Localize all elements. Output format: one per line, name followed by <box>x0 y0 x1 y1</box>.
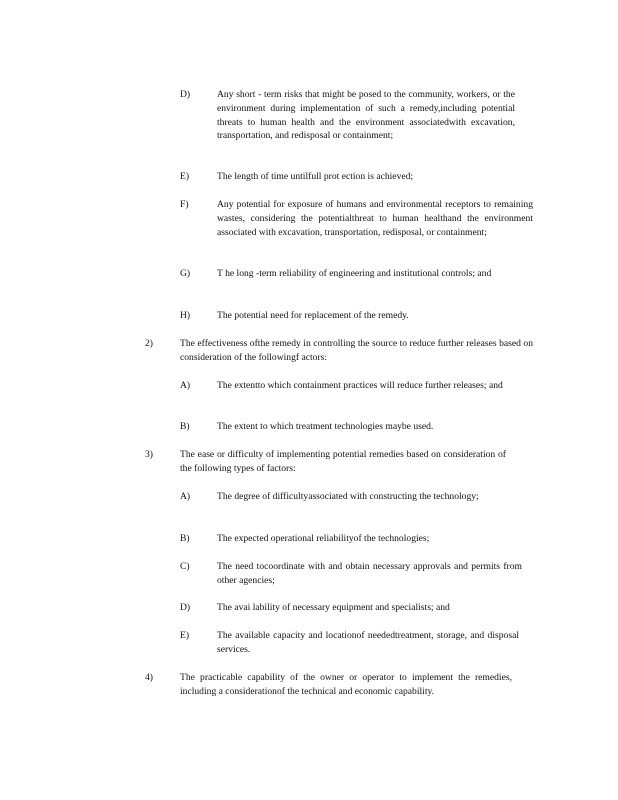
item-text: The length of time untilfull prot ection is achieved; <box>217 171 414 182</box>
item-text: The need tocoordinate with and obtain necessary approvals and permits from other agencies; <box>217 561 522 586</box>
item-text: The expected operational reliabilityof the technologies; <box>217 533 430 544</box>
item-label: H) <box>180 310 191 321</box>
item-text: The avai lability of necessary equipment and specialists; and <box>217 602 450 613</box>
item-text: Any potential for exposure of humans and environmental receptors to remaining wastes, considering the potentialthreat to human healthand the environment associated with excavation, transportation, redisposal, or containment; <box>217 199 533 238</box>
item-text: The ease or difficulty of implementing potential remedies based on consideration of the following types of factors: <box>180 449 506 474</box>
item-number: 4) <box>145 672 153 683</box>
item-label: D) <box>180 89 191 100</box>
item-text: The extent to which treatment technologies maybe used. <box>217 421 434 432</box>
item-label: B) <box>180 533 190 544</box>
item-label: E) <box>180 171 190 182</box>
item-text: The available capacity and locationof neededtreatment, storage, and disposal services. <box>217 630 519 655</box>
item-text: T he long -term reliability of engineering and institutional controls; and <box>217 268 492 279</box>
item-text: Any short - term risks that might be posed to the community, workers, or the environment during implementation of such a remedy,including potential threats to human health and the environment associatedwith excavation, transportation, and redisposal or containment; <box>217 89 515 142</box>
item-label: E) <box>180 630 190 641</box>
item-label: C) <box>180 561 190 572</box>
item-text: The practicable capability of the owner or operator to implement the remedies, including a considerationof the technical and economic capability. <box>180 672 512 697</box>
item-text: The degree of difficultyassociated with constructing the technology; <box>217 491 479 502</box>
item-number: 2) <box>145 338 153 349</box>
item-label: F) <box>180 199 189 210</box>
item-text: The effectiveness ofthe remedy in controlling the source to reduce further releases based on consideration of the followingf actors: <box>180 338 533 363</box>
item-number: 3) <box>145 449 153 460</box>
item-label: G) <box>180 268 191 279</box>
item-label: A) <box>180 491 191 502</box>
item-text: The extentto which containment practices will reduce further releases; and <box>217 380 503 391</box>
item-label: B) <box>180 421 190 432</box>
item-text: The potential need for replacement of the remedy. <box>217 310 409 321</box>
item-label: A) <box>180 380 191 391</box>
item-label: D) <box>180 602 191 613</box>
